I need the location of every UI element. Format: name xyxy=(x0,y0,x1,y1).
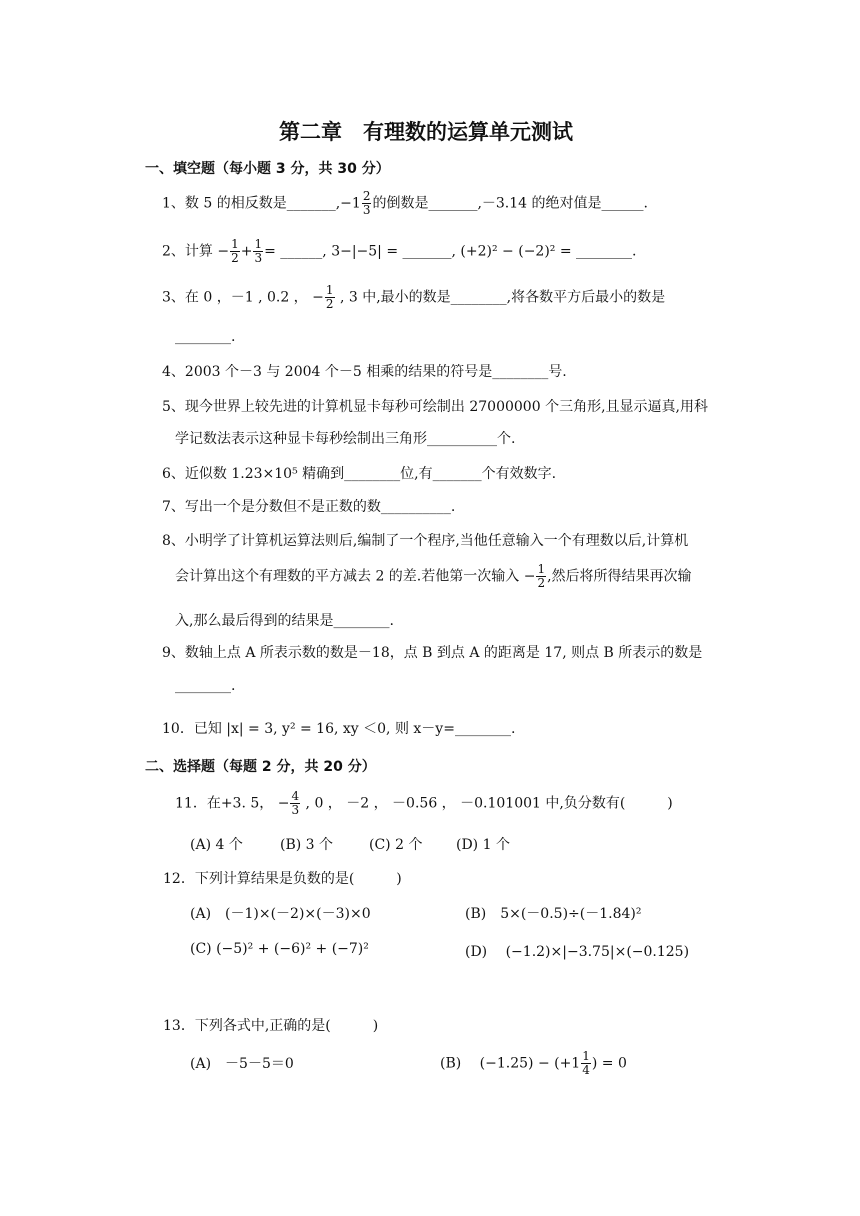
question-7: 7、写出一个是分数但不是正数的数__________. xyxy=(162,499,456,515)
q11-fraction xyxy=(290,790,300,817)
q12-option-a: (A) (－1)×(－2)×(－3)×0 xyxy=(190,906,371,922)
q11-option-b: (B) 3 个 xyxy=(280,837,334,853)
q11-text-a: 11．在+3. 5， − xyxy=(175,795,290,812)
question-9-line1: 9、数轴上点 A 所表示数的数是－18，点 B 到点 A 的距离是 17, 则点 B 所表示的数是 xyxy=(162,645,703,661)
q11-option-c: (C) 2 个 xyxy=(369,837,423,853)
question-3-line2: ________. xyxy=(175,329,236,345)
q2-f2-den: 3 xyxy=(254,251,263,265)
q1-text-a: 1、数 5 的相反数是_______, xyxy=(162,195,341,212)
q1-text-c: 的倒数是_______,－3.14 的绝对值是______. xyxy=(372,195,648,212)
q11-option-d: (D) 1 个 xyxy=(456,837,510,853)
q13b-text-a: (B) (−1.25) − (+1 xyxy=(440,1055,581,1072)
q13-option-a: (A) －5－5＝0 xyxy=(190,1056,294,1072)
page-title: 第二章 有理数的运算单元测试 xyxy=(279,120,573,144)
question-8-line1: 8、小明学了计算机运算法则后,编制了一个程序,当他任意输入一个有理数以后,计算机 xyxy=(162,533,689,549)
question-8-line3: 入,那么最后得到的结果是________. xyxy=(175,613,394,629)
question-9-line2: ________. xyxy=(175,678,236,694)
q3-frac-num: 1 xyxy=(325,283,334,297)
q12-option-b: (B) 5×(－0.5)÷(－1.84)² xyxy=(465,906,642,922)
q12-option-d: (D) (−1.2)×|−3.75|×(−0.125) xyxy=(465,944,690,960)
q8-frac-den: 2 xyxy=(537,576,546,590)
question-11 xyxy=(175,790,673,817)
q2-f2-num: 1 xyxy=(254,237,263,251)
q1-mixed-whole: −1 xyxy=(340,195,361,212)
question-2 xyxy=(162,238,637,265)
q13b-frac-den: 4 xyxy=(582,1063,590,1077)
q13b-frac-num: 1 xyxy=(582,1049,590,1063)
q2-plus: + xyxy=(240,243,253,260)
q12-option-c: (C) (−5)² + (−6)² + (−7)² xyxy=(190,941,369,957)
q3-frac-den: 2 xyxy=(325,297,334,311)
question-12: 12．下列计算结果是负数的是( ) xyxy=(163,871,402,887)
question-6: 6、近似数 1.23×10⁵ 精确到________位,有_______个有效数字. xyxy=(162,466,557,482)
q3-text-a: 3、在 0 ，－1 , 0.2 ， − xyxy=(162,289,324,306)
q1-frac-num: 2 xyxy=(362,189,371,203)
question-5-line2: 学记数法表示这种显卡每秒绘制出三角形__________个. xyxy=(175,431,516,447)
q3-text-b: , 3 中,最小的数是________,将各数平方后最小的数是 xyxy=(335,289,666,306)
q13b-text-b: ) = 0 xyxy=(591,1055,627,1072)
q2-text-c: = ______, 3−|−5| = _______, (+2)² − (−2)² = ________. xyxy=(264,243,637,260)
section-choice-heading: 二、选择题（每题 2 分，共 20 分） xyxy=(145,759,376,775)
q1-frac-den: 3 xyxy=(362,203,371,217)
q8-fraction xyxy=(536,563,546,590)
question-13: 13．下列各式中,正确的是( ) xyxy=(163,1018,379,1034)
q2-text-a: 2、计算 − xyxy=(162,243,230,260)
q11-text-b: , 0 ， －2 ， －0.56 ， －0.101001 中,负分数有( ) xyxy=(301,795,673,812)
q3-fraction xyxy=(325,284,335,311)
q11-frac-num: 4 xyxy=(291,789,300,803)
q11-option-a: (A) 4 个 xyxy=(190,837,243,853)
question-10: 10．已知 |x| = 3, y² = 16, xy ＜0, 则 x－y=________. xyxy=(162,721,516,737)
question-8-line2 xyxy=(175,563,692,590)
section-fill-heading: 一、填空题（每小题 3 分，共 30 分） xyxy=(145,161,390,177)
q2-f1-num: 1 xyxy=(231,237,239,251)
q2-fraction-1 xyxy=(230,238,240,265)
question-1 xyxy=(162,190,648,217)
q13b-fraction xyxy=(581,1050,591,1077)
q8-text-a: 会计算出这个有理数的平方减去 2 的差.若他第一次输入 − xyxy=(175,568,536,585)
question-5-line1: 5、现今世界上较先进的计算机显卡每秒可绘制出 27000000 个三角形,且显示逼真,用科 xyxy=(162,399,708,415)
question-4: 4、2003 个－3 与 2004 个－5 相乘的结果的符号是________号. xyxy=(162,364,567,380)
q2-f1-den: 2 xyxy=(231,251,239,265)
q8-text-b: ,然后将所得结果再次输 xyxy=(547,568,692,585)
q1-fraction xyxy=(362,190,372,217)
q2-fraction-2 xyxy=(253,238,263,265)
question-3 xyxy=(162,284,665,311)
q13-option-b xyxy=(440,1050,627,1077)
q11-frac-den: 3 xyxy=(291,803,300,817)
q8-frac-num: 1 xyxy=(537,562,546,576)
